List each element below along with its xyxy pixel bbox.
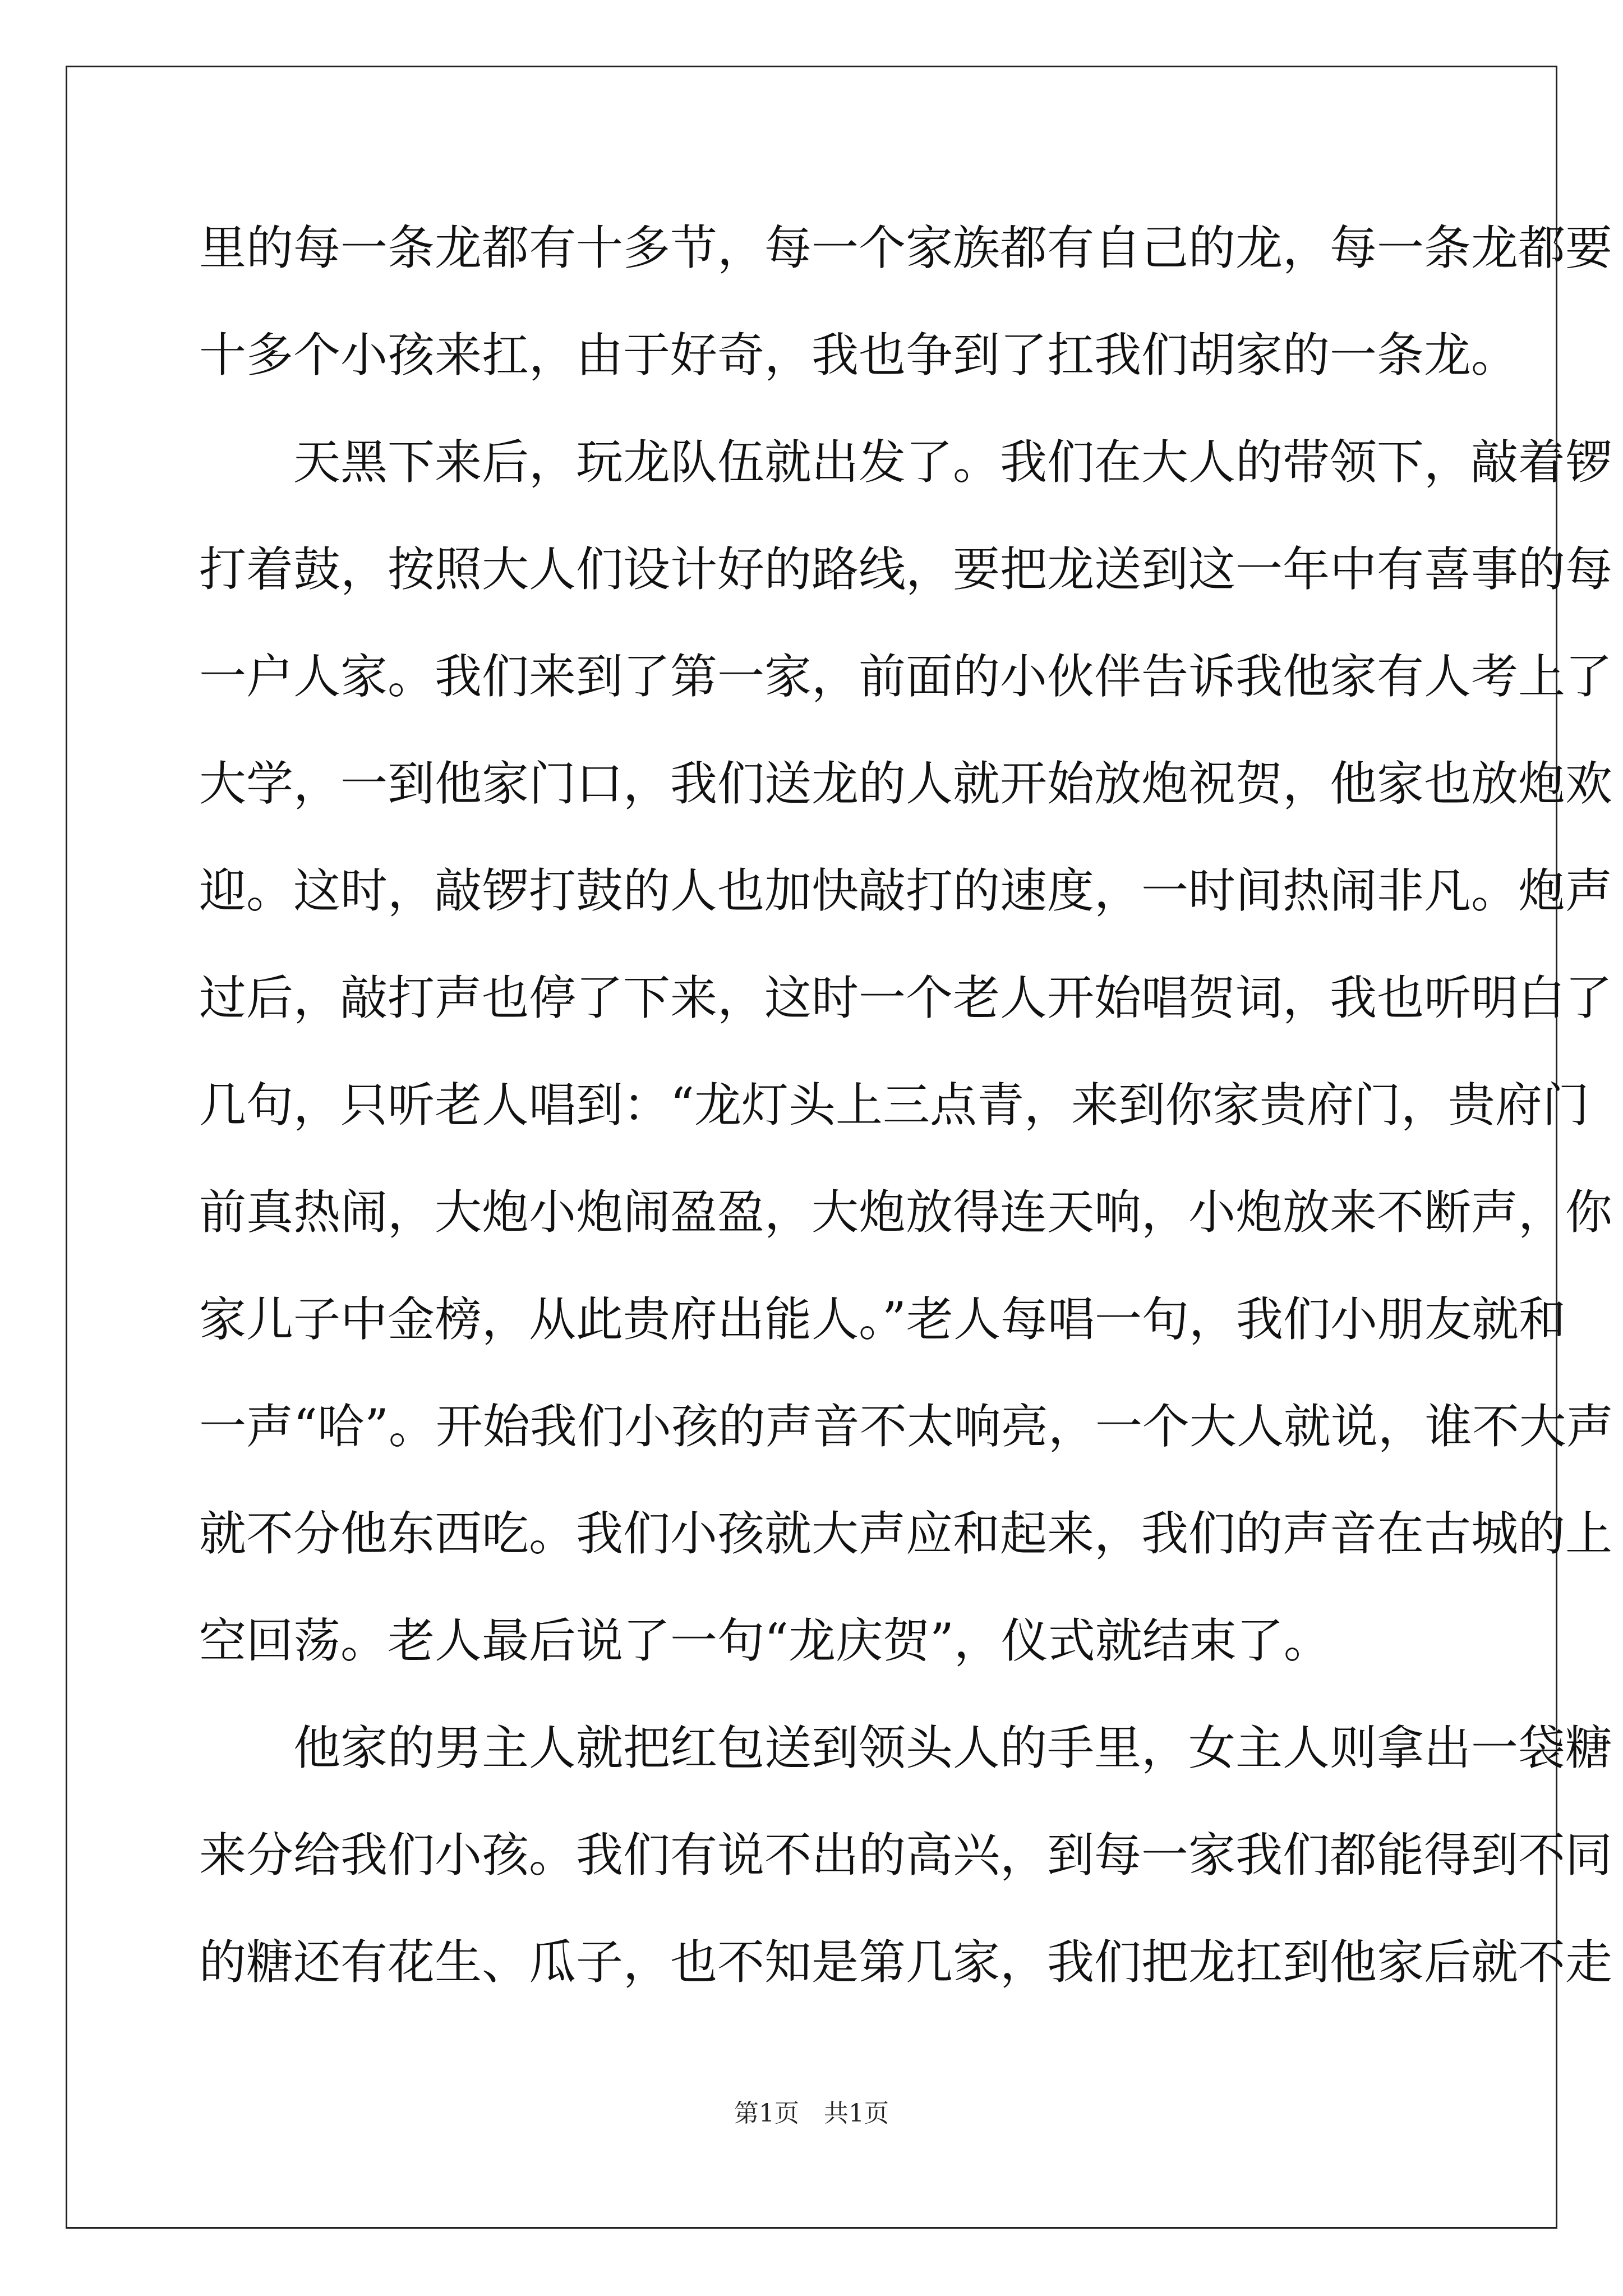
text-line-1: 里的每一条龙都有十多节，每一个家族都有自己的龙，每一条龙都要 — [199, 220, 1613, 275]
text-line-16: 来分给我们小孩。我们有说不出的高兴，到每一家我们都能得到不同 — [199, 1828, 1613, 1883]
text-line-12: 一声“哈”。开始我们小孩的声音不太响亮，一个大人就说，谁不大声 — [199, 1399, 1613, 1454]
text-line-7: 迎。这时，敲锣打鼓的人也加快敲打的速度，一时间热闹非凡。炮声 — [199, 863, 1613, 918]
text-line-14: 空回荡。老人最后说了一句“龙庆贺”，仪式就结束了。 — [199, 1613, 1331, 1668]
text-line-5: 一户人家。我们来到了第一家，前面的小伙伴告诉我他家有人考上了 — [199, 649, 1613, 704]
text-line-2: 十多个小孩来扛，由于好奇，我也争到了扛我们胡家的一条龙。 — [199, 328, 1519, 383]
text-line-4: 打着鼓，按照大人们设计好的路线，要把龙送到这一年中有喜事的每 — [199, 542, 1613, 597]
text-line-17: 的糖还有花生、瓜子，也不知是第几家，我们把龙扛到他家后就不走 — [199, 1935, 1613, 1990]
text-line-10: 前真热闹，大炮小炮闹盈盈，大炮放得连天响，小炮放来不断声，你 — [199, 1185, 1613, 1240]
page-border — [66, 66, 1613, 2229]
text-line-3: 天黑下来后，玩龙队伍就出发了。我们在大人的带领下，敲着锣 — [199, 435, 1613, 490]
text-line-8: 过后，敲打声也停了下来，这时一个老人开始唱贺词，我也听明白了 — [199, 970, 1613, 1025]
text-line-11: 家儿子中金榜，从此贵府出能人。”老人每唱一句，我们小朋友就和 — [199, 1292, 1566, 1347]
text-line-15: 他家的男主人就把红包送到领头人的手里，女主人则拿出一袋糖 — [199, 1720, 1613, 1775]
page-number: 第1页 共1页 — [734, 2099, 889, 2128]
text-line-13: 就不分他东西吃。我们小孩就大声应和起来，我们的声音在古城的上 — [199, 1506, 1613, 1561]
text-line-6: 大学，一到他家门口，我们送龙的人就开始放炮祝贺，他家也放炮欢 — [199, 756, 1613, 811]
text-line-9: 几句，只听老人唱到：“龙灯头上三点青，来到你家贵府门，贵府门 — [199, 1078, 1589, 1133]
